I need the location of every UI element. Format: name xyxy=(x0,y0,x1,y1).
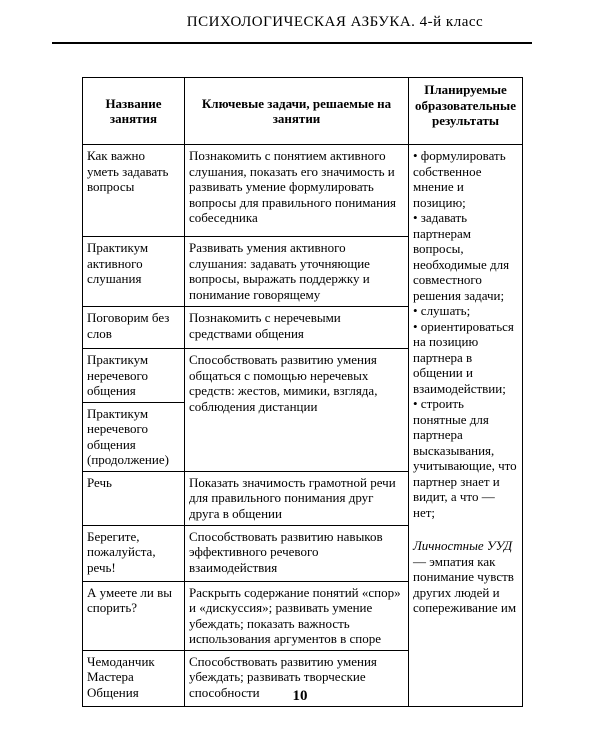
running-header: ПСИХОЛОГИЧЕСКАЯ АЗБУКА. 4-й класс xyxy=(186,14,484,30)
result-item: • ориентироваться на позицию партнера в общении и взаимодействии; xyxy=(413,318,514,396)
page-number: 10 xyxy=(292,688,308,704)
lesson-table xyxy=(82,77,523,707)
lesson-task: Раскрыть содержание понятий «спор» и «дискуссия»; развивать умение убеждать; показать важность использования аргументов в споре xyxy=(185,581,409,650)
header-planned-results: Планируемые образовательные результаты xyxy=(409,78,523,145)
result-item: • задавать партнерам вопросы, необходимые для совместного решения задачи; xyxy=(413,210,510,303)
lesson-name: Берегите, пожалуйста, речь! xyxy=(83,525,185,581)
lesson-task: Способствовать развитию умения убеждать; развивать творческие способности xyxy=(185,650,409,706)
lesson-task: Развивать умения активного слушания: задавать уточняющие вопросы, выражать поддержку и понимание говорящему xyxy=(185,237,409,307)
lesson-name: Чемоданчик Мастера Общения xyxy=(83,650,185,706)
header-key-tasks: Ключевые задачи, решаемые на занятии xyxy=(185,78,409,145)
table-header-row xyxy=(83,78,523,145)
planned-results-cell xyxy=(409,145,523,707)
lesson-name: Практикум неречевого общения (продолжение) xyxy=(83,402,185,471)
lesson-task: Показать значимость грамотной речи для правильного понимания друг друга в общении xyxy=(185,471,409,525)
personal-uud-title: Личностные УУД xyxy=(413,538,513,553)
lesson-name: Речь xyxy=(83,471,185,525)
lesson-name: Практикум неречевого общения xyxy=(83,349,185,403)
personal-uud-text: — эмпатия как понимание чувств других людей и сопереживание им xyxy=(413,553,517,615)
lesson-task: Способствовать развитию умения общаться с помощью неречевых средств: жестов, мимики, взгляда, соблюдения дистанции xyxy=(185,349,409,472)
lesson-task: Способствовать развитию навыков эффективного речевого взаимодействия xyxy=(185,525,409,581)
header-lesson-name: Название занятия xyxy=(83,78,185,145)
lesson-task: Познакомить с понятием активного слушания, показать его значимость и развивать умение формулировать вопросы для правильного понимания собеседника xyxy=(185,145,409,237)
result-item: • слушать; xyxy=(413,303,471,318)
personal-uud-block xyxy=(413,538,518,616)
result-item: • формулировать собственное мнение и позицию; xyxy=(413,148,506,210)
table-row xyxy=(83,145,523,237)
lesson-name: А умеете ли вы спорить? xyxy=(83,581,185,650)
lesson-task: Познакомить с неречевыми средствами общения xyxy=(185,307,409,349)
lesson-name: Практикум активного слушания xyxy=(83,237,185,307)
result-item: • строить понятные для партнера высказывания, учитывающие, что партнер знает и видит, а что — нет; xyxy=(413,396,517,520)
lesson-name: Поговорим без слов xyxy=(83,307,185,349)
header-divider xyxy=(52,42,532,44)
lesson-name: Как важно уметь задавать вопросы xyxy=(83,145,185,237)
